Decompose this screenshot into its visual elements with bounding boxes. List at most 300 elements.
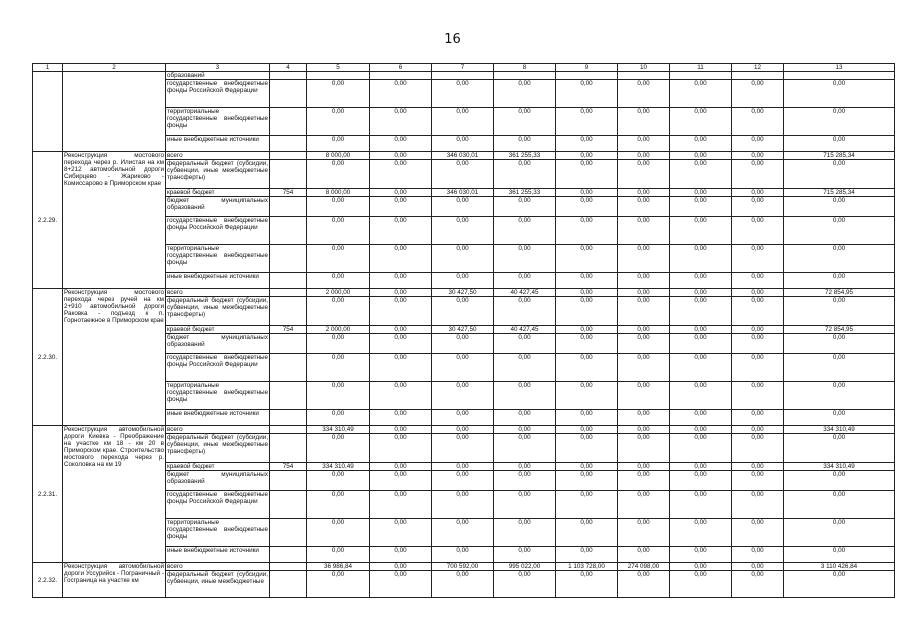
value-cell: 0,00 <box>432 108 494 136</box>
budget-code <box>270 334 307 354</box>
value-cell: 0,00 <box>670 297 732 326</box>
value-cell: 0,00 <box>618 571 670 598</box>
value-cell: 0,00 <box>370 410 432 426</box>
budget-code <box>270 289 307 297</box>
funding-source: всего <box>166 289 270 297</box>
value-cell: 0,00 <box>556 471 618 491</box>
value-cell: 0,00 <box>432 217 494 245</box>
value-cell: 0,00 <box>618 519 670 547</box>
value-cell <box>307 72 370 80</box>
value-cell: 361 255,33 <box>494 189 556 197</box>
value-cell: 0,00 <box>618 382 670 410</box>
value-cell: 0,00 <box>732 434 784 463</box>
value-cell: 0,00 <box>307 410 370 426</box>
value-cell: 0,00 <box>784 571 895 598</box>
table-row <box>33 152 895 160</box>
value-cell: 0,00 <box>370 136 432 152</box>
budget-code <box>270 108 307 136</box>
object-name: Реконструкция мостового перехода через ручей на км 2+910 автомобильной дороги Раковка - подъезд к п. Горнотаежное в Приморском крае <box>63 289 166 426</box>
value-cell: 0,00 <box>618 273 670 289</box>
value-cell: 0,00 <box>307 571 370 598</box>
value-cell: 0,00 <box>370 563 432 571</box>
value-cell: 0,00 <box>370 289 432 297</box>
budget-code <box>270 217 307 245</box>
value-cell: 0,00 <box>618 297 670 326</box>
value-cell: 995 022,00 <box>494 563 556 571</box>
value-cell: 0,00 <box>370 547 432 563</box>
table-row <box>33 563 895 571</box>
column-header: 4 <box>270 64 307 72</box>
budget-code <box>270 354 307 382</box>
funding-source: территориальные государственные внебюджетные фонды <box>166 108 270 136</box>
value-cell: 0,00 <box>432 491 494 519</box>
value-cell: 0,00 <box>732 547 784 563</box>
value-cell: 0,00 <box>732 471 784 491</box>
value-cell: 0,00 <box>494 463 556 471</box>
value-cell: 0,00 <box>670 519 732 547</box>
funding-source: краевой бюджет <box>166 189 270 197</box>
value-cell: 0,00 <box>670 189 732 197</box>
value-cell: 0,00 <box>670 160 732 189</box>
value-cell: 0,00 <box>670 197 732 217</box>
budget-code <box>270 434 307 463</box>
value-cell: 0,00 <box>784 80 895 108</box>
value-cell: 8 000,00 <box>307 189 370 197</box>
budget-code <box>270 245 307 273</box>
value-cell: 274 098,00 <box>618 563 670 571</box>
value-cell: 0,00 <box>370 491 432 519</box>
object-name: Реконструкция автомобильной дороги Киевка - Преображение на участке км 18 - км 20 в Приморском крае. Строительство мостового перехода через р. Соколовка на км 19 <box>63 426 166 563</box>
value-cell: 0,00 <box>432 160 494 189</box>
value-cell: 0,00 <box>618 354 670 382</box>
value-cell: 0,00 <box>618 410 670 426</box>
value-cell: 0,00 <box>670 434 732 463</box>
value-cell <box>618 72 670 80</box>
funding-source: всего <box>166 563 270 571</box>
value-cell: 0,00 <box>732 217 784 245</box>
value-cell: 0,00 <box>784 354 895 382</box>
object-name: Реконструкция мостового перехода через р. Илистая на км 8+212 автомобильной дороги Сибирцево - Жариково - Комиссарово в Приморском крае <box>63 152 166 289</box>
value-cell: 72 854,95 <box>784 326 895 334</box>
value-cell: 0,00 <box>307 297 370 326</box>
column-header: 11 <box>670 64 732 72</box>
budget-code <box>270 410 307 426</box>
value-cell: 0,00 <box>784 410 895 426</box>
value-cell: 0,00 <box>670 571 732 598</box>
funding-source: бюджет муниципальных образований <box>166 471 270 491</box>
value-cell: 0,00 <box>670 80 732 108</box>
value-cell: 0,00 <box>432 354 494 382</box>
value-cell: 0,00 <box>307 136 370 152</box>
value-cell: 0,00 <box>732 426 784 434</box>
budget-code: 754 <box>270 463 307 471</box>
value-cell: 0,00 <box>432 197 494 217</box>
budget-code <box>270 197 307 217</box>
value-cell: 0,00 <box>370 471 432 491</box>
budget-code <box>270 80 307 108</box>
value-cell: 0,00 <box>732 197 784 217</box>
funding-source: иные внебюджетные источники <box>166 410 270 426</box>
value-cell: 0,00 <box>494 354 556 382</box>
object-name <box>63 72 166 152</box>
value-cell: 40 427,45 <box>494 326 556 334</box>
value-cell: 0,00 <box>494 217 556 245</box>
value-cell <box>784 72 895 80</box>
table-row <box>33 289 895 297</box>
value-cell <box>370 72 432 80</box>
value-cell: 0,00 <box>670 289 732 297</box>
value-cell: 0,00 <box>618 547 670 563</box>
value-cell: 3 110 426,84 <box>784 563 895 571</box>
value-cell: 0,00 <box>432 136 494 152</box>
value-cell: 0,00 <box>670 563 732 571</box>
value-cell: 0,00 <box>494 245 556 273</box>
value-cell: 0,00 <box>670 108 732 136</box>
value-cell: 2 000,00 <box>307 326 370 334</box>
column-header: 13 <box>784 64 895 72</box>
value-cell: 0,00 <box>307 519 370 547</box>
table-row <box>33 72 895 80</box>
value-cell: 334 310,49 <box>307 426 370 434</box>
funding-source: иные внебюджетные источники <box>166 273 270 289</box>
value-cell: 0,00 <box>732 354 784 382</box>
value-cell: 0,00 <box>432 245 494 273</box>
value-cell: 30 427,50 <box>432 289 494 297</box>
value-cell: 0,00 <box>370 434 432 463</box>
row-code: 2.2.29. <box>33 152 63 289</box>
value-cell: 0,00 <box>432 463 494 471</box>
value-cell: 0,00 <box>732 491 784 519</box>
value-cell: 0,00 <box>732 189 784 197</box>
value-cell: 0,00 <box>784 160 895 189</box>
value-cell: 0,00 <box>732 519 784 547</box>
value-cell: 8 000,00 <box>307 152 370 160</box>
value-cell: 0,00 <box>556 152 618 160</box>
value-cell: 0,00 <box>618 197 670 217</box>
value-cell: 346 030,01 <box>432 152 494 160</box>
funding-source: государственные внебюджетные фонды Российской Федерации <box>166 491 270 519</box>
value-cell: 0,00 <box>618 426 670 434</box>
table-row <box>33 426 895 434</box>
budget-code <box>270 160 307 189</box>
row-code: 2.2.30. <box>33 289 63 426</box>
funding-source: территориальные государственные внебюджетные фонды <box>166 382 270 410</box>
value-cell: 0,00 <box>670 426 732 434</box>
funding-source: территориальные государственные внебюджетные фонды <box>166 245 270 273</box>
value-cell: 0,00 <box>618 463 670 471</box>
value-cell: 0,00 <box>307 491 370 519</box>
value-cell: 0,00 <box>370 354 432 382</box>
value-cell: 0,00 <box>618 152 670 160</box>
value-cell <box>556 72 618 80</box>
value-cell: 0,00 <box>432 434 494 463</box>
funding-source: краевой бюджет <box>166 463 270 471</box>
value-cell: 0,00 <box>494 108 556 136</box>
row-code: 2.2.32. <box>33 563 63 598</box>
value-cell: 0,00 <box>732 571 784 598</box>
budget-code <box>270 273 307 289</box>
funding-source: федеральный бюджет (субсидии, субвенции, иные межбюджетные трансферты) <box>166 297 270 326</box>
funding-source: всего <box>166 152 270 160</box>
value-cell: 0,00 <box>618 160 670 189</box>
page-number: 16 <box>444 32 461 47</box>
funding-source: иные внебюджетные источники <box>166 136 270 152</box>
column-header: 7 <box>432 64 494 72</box>
value-cell: 0,00 <box>732 136 784 152</box>
value-cell: 0,00 <box>618 189 670 197</box>
value-cell: 0,00 <box>307 471 370 491</box>
value-cell: 0,00 <box>732 160 784 189</box>
value-cell: 0,00 <box>784 547 895 563</box>
value-cell: 0,00 <box>556 410 618 426</box>
value-cell: 334 310,49 <box>307 463 370 471</box>
value-cell: 0,00 <box>556 136 618 152</box>
value-cell: 0,00 <box>618 334 670 354</box>
value-cell: 0,00 <box>370 334 432 354</box>
value-cell: 0,00 <box>732 463 784 471</box>
value-cell: 0,00 <box>670 273 732 289</box>
value-cell <box>670 72 732 80</box>
budget-code <box>270 297 307 326</box>
value-cell: 0,00 <box>670 152 732 160</box>
value-cell <box>732 72 784 80</box>
value-cell: 0,00 <box>432 382 494 410</box>
funding-source: краевой бюджет <box>166 326 270 334</box>
value-cell: 0,00 <box>370 160 432 189</box>
value-cell: 1 103 728,00 <box>556 563 618 571</box>
value-cell: 0,00 <box>370 463 432 471</box>
column-header: 12 <box>732 64 784 72</box>
value-cell: 0,00 <box>432 471 494 491</box>
funding-source: всего <box>166 426 270 434</box>
value-cell: 0,00 <box>618 289 670 297</box>
value-cell: 0,00 <box>494 334 556 354</box>
table-header-row <box>33 64 895 72</box>
value-cell: 0,00 <box>670 410 732 426</box>
value-cell: 0,00 <box>494 571 556 598</box>
value-cell: 0,00 <box>307 547 370 563</box>
value-cell: 0,00 <box>556 434 618 463</box>
value-cell: 0,00 <box>307 273 370 289</box>
value-cell: 0,00 <box>494 197 556 217</box>
value-cell: 0,00 <box>494 519 556 547</box>
value-cell: 0,00 <box>494 297 556 326</box>
value-cell: 0,00 <box>784 297 895 326</box>
value-cell: 0,00 <box>432 519 494 547</box>
value-cell: 36 986,84 <box>307 563 370 571</box>
value-cell: 0,00 <box>432 571 494 598</box>
value-cell: 0,00 <box>732 334 784 354</box>
value-cell: 0,00 <box>307 108 370 136</box>
value-cell: 0,00 <box>618 80 670 108</box>
budget-code <box>270 152 307 160</box>
value-cell: 0,00 <box>556 426 618 434</box>
value-cell: 0,00 <box>432 297 494 326</box>
value-cell: 0,00 <box>307 334 370 354</box>
value-cell: 0,00 <box>670 354 732 382</box>
value-cell: 0,00 <box>307 197 370 217</box>
value-cell: 0,00 <box>556 571 618 598</box>
value-cell: 0,00 <box>494 136 556 152</box>
value-cell: 0,00 <box>432 547 494 563</box>
value-cell: 0,00 <box>556 297 618 326</box>
column-header: 6 <box>370 64 432 72</box>
value-cell <box>432 72 494 80</box>
value-cell: 0,00 <box>784 136 895 152</box>
value-cell: 0,00 <box>732 382 784 410</box>
value-cell: 0,00 <box>618 471 670 491</box>
value-cell: 0,00 <box>556 334 618 354</box>
value-cell: 0,00 <box>732 80 784 108</box>
value-cell: 0,00 <box>307 434 370 463</box>
funding-source: государственные внебюджетные фонды Российской Федерации <box>166 80 270 108</box>
value-cell: 0,00 <box>307 382 370 410</box>
value-cell: 0,00 <box>670 471 732 491</box>
budget-code <box>270 519 307 547</box>
value-cell: 0,00 <box>370 326 432 334</box>
value-cell: 0,00 <box>556 108 618 136</box>
value-cell: 0,00 <box>370 80 432 108</box>
value-cell: 715 285,34 <box>784 152 895 160</box>
value-cell: 0,00 <box>732 297 784 326</box>
value-cell: 0,00 <box>370 519 432 547</box>
funding-source: федеральный бюджет (субсидии, субвенции, иные межбюджетные трансферты) <box>166 160 270 189</box>
value-cell: 700 592,00 <box>432 563 494 571</box>
value-cell: 0,00 <box>556 463 618 471</box>
value-cell: 0,00 <box>556 80 618 108</box>
value-cell: 0,00 <box>618 108 670 136</box>
value-cell: 0,00 <box>494 410 556 426</box>
value-cell: 40 427,45 <box>494 289 556 297</box>
value-cell: 0,00 <box>556 519 618 547</box>
value-cell: 0,00 <box>618 434 670 463</box>
value-cell: 0,00 <box>784 217 895 245</box>
column-header: 10 <box>618 64 670 72</box>
value-cell: 0,00 <box>670 382 732 410</box>
value-cell: 0,00 <box>556 160 618 189</box>
value-cell: 0,00 <box>670 326 732 334</box>
funding-source: государственные внебюджетные фонды Российской Федерации <box>166 217 270 245</box>
value-cell: 0,00 <box>732 108 784 136</box>
value-cell: 0,00 <box>556 547 618 563</box>
value-cell: 0,00 <box>670 491 732 519</box>
value-cell: 0,00 <box>556 197 618 217</box>
value-cell: 0,00 <box>432 426 494 434</box>
object-name: Реконструкция автомобильной дороги Уссурийск - Пограничный - Госграница на участке км <box>63 563 166 598</box>
budget-code: 754 <box>270 189 307 197</box>
value-cell: 0,00 <box>618 245 670 273</box>
value-cell: 2 000,00 <box>307 289 370 297</box>
budget-code <box>270 471 307 491</box>
value-cell: 0,00 <box>784 273 895 289</box>
value-cell: 0,00 <box>370 245 432 273</box>
value-cell: 0,00 <box>732 289 784 297</box>
value-cell: 0,00 <box>732 410 784 426</box>
value-cell: 30 427,50 <box>432 326 494 334</box>
value-cell: 0,00 <box>370 152 432 160</box>
budget-code <box>270 547 307 563</box>
funding-source: федеральный бюджет (субсидии, субвенции, иные межбюджетные трансферты) <box>166 434 270 463</box>
value-cell: 0,00 <box>670 547 732 563</box>
value-cell: 0,00 <box>307 245 370 273</box>
budget-code <box>270 571 307 598</box>
value-cell: 0,00 <box>494 382 556 410</box>
value-cell: 0,00 <box>732 245 784 273</box>
funding-source: федеральный бюджет (субсидии, субвенции, иные межбюджетные <box>166 571 270 598</box>
value-cell: 0,00 <box>670 463 732 471</box>
budget-code <box>270 491 307 519</box>
value-cell: 72 854,95 <box>784 289 895 297</box>
value-cell: 0,00 <box>307 160 370 189</box>
value-cell: 0,00 <box>494 273 556 289</box>
value-cell: 0,00 <box>556 382 618 410</box>
column-header: 2 <box>63 64 166 72</box>
funding-source: бюджет муниципальных образований <box>166 197 270 217</box>
value-cell: 0,00 <box>784 491 895 519</box>
value-cell: 0,00 <box>732 563 784 571</box>
value-cell: 346 030,01 <box>432 189 494 197</box>
budget-code <box>270 563 307 571</box>
value-cell: 0,00 <box>494 80 556 108</box>
funding-source: иные внебюджетные источники <box>166 547 270 563</box>
value-cell: 0,00 <box>494 491 556 519</box>
value-cell: 0,00 <box>556 245 618 273</box>
value-cell: 0,00 <box>670 334 732 354</box>
value-cell: 0,00 <box>307 80 370 108</box>
value-cell: 0,00 <box>432 80 494 108</box>
funding-source: образований <box>166 72 270 80</box>
budget-code <box>270 136 307 152</box>
value-cell: 0,00 <box>494 471 556 491</box>
value-cell: 0,00 <box>556 217 618 245</box>
value-cell: 0,00 <box>784 382 895 410</box>
value-cell: 0,00 <box>784 245 895 273</box>
value-cell: 0,00 <box>370 189 432 197</box>
value-cell: 0,00 <box>556 491 618 519</box>
funding-source: территориальные государственные внебюджетные фонды <box>166 519 270 547</box>
value-cell: 0,00 <box>370 197 432 217</box>
value-cell: 0,00 <box>670 217 732 245</box>
column-header: 8 <box>494 64 556 72</box>
value-cell: 0,00 <box>784 519 895 547</box>
value-cell <box>494 72 556 80</box>
value-cell: 0,00 <box>556 354 618 382</box>
value-cell: 0,00 <box>732 326 784 334</box>
column-header: 9 <box>556 64 618 72</box>
value-cell: 0,00 <box>494 434 556 463</box>
value-cell: 0,00 <box>784 197 895 217</box>
budget-code <box>270 426 307 434</box>
value-cell: 0,00 <box>370 297 432 326</box>
column-header: 3 <box>166 64 270 72</box>
value-cell: 0,00 <box>618 326 670 334</box>
value-cell: 715 285,34 <box>784 189 895 197</box>
value-cell: 0,00 <box>494 547 556 563</box>
budget-code: 754 <box>270 326 307 334</box>
value-cell: 0,00 <box>494 160 556 189</box>
value-cell: 0,00 <box>784 334 895 354</box>
value-cell: 0,00 <box>370 426 432 434</box>
funding-source: государственные внебюджетные фонды Российской Федерации <box>166 354 270 382</box>
funding-source: бюджет муниципальных образований <box>166 334 270 354</box>
value-cell: 0,00 <box>556 326 618 334</box>
row-code <box>33 72 63 152</box>
value-cell: 0,00 <box>670 245 732 273</box>
value-cell: 0,00 <box>370 382 432 410</box>
value-cell: 0,00 <box>370 217 432 245</box>
value-cell: 0,00 <box>370 108 432 136</box>
value-cell: 0,00 <box>618 217 670 245</box>
